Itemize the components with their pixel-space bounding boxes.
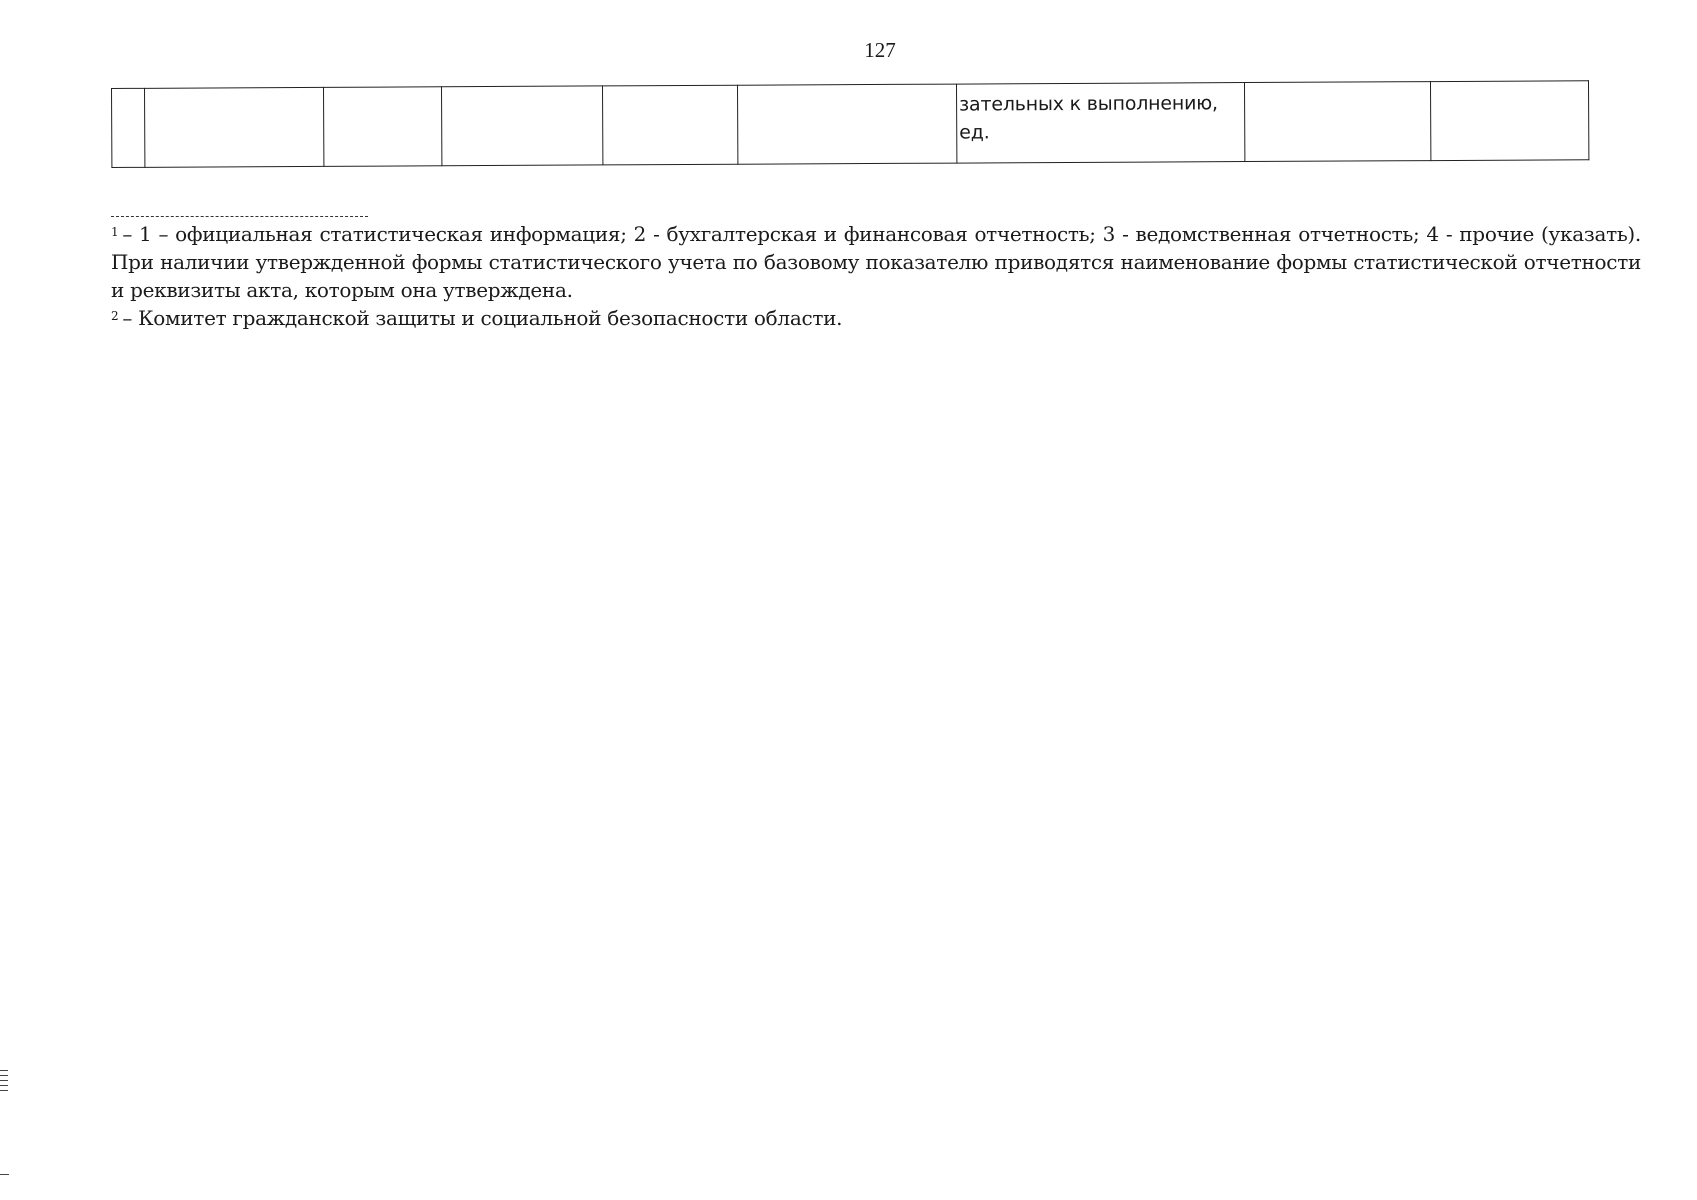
table-continuation — [111, 80, 1588, 168]
table-cell — [1430, 81, 1588, 161]
table-row — [112, 81, 1589, 168]
margin-scan-marks — [0, 1070, 10, 1095]
table-cell: зательных к выполнению, ед. — [956, 83, 1244, 164]
table-cell — [323, 87, 441, 167]
table-cell — [602, 85, 737, 165]
margin-scan-mark — [0, 1174, 9, 1175]
table-cell — [112, 88, 145, 167]
footnote-1 — [111, 220, 1641, 304]
footnote-text: – 1 – официальная статистическая информация; 2 - бухгалтерская и финансовая отчетность; 3 - ведомственная отчетность; 4 - прочие (указать). При наличии утвержденной формы статистического учета по базовому показателю приводятся наименование формы статистической отчетности и реквизиты акта, которым она утверждена. — [111, 222, 1641, 302]
data-table — [111, 80, 1589, 168]
footnote-2 — [111, 304, 1641, 332]
table-cell — [441, 86, 602, 166]
page-number: 127 — [864, 38, 896, 62]
footnote-text: – Комитет гражданской защиты и социальной безопасности области. — [122, 306, 843, 330]
table-cell — [145, 87, 324, 167]
table-cell — [737, 84, 956, 164]
footnotes — [111, 220, 1641, 332]
footnote-separator — [111, 216, 368, 217]
footnote-marker: 2 — [111, 309, 119, 323]
table-cell — [1244, 82, 1430, 162]
footnote-marker: 1 — [111, 225, 119, 239]
